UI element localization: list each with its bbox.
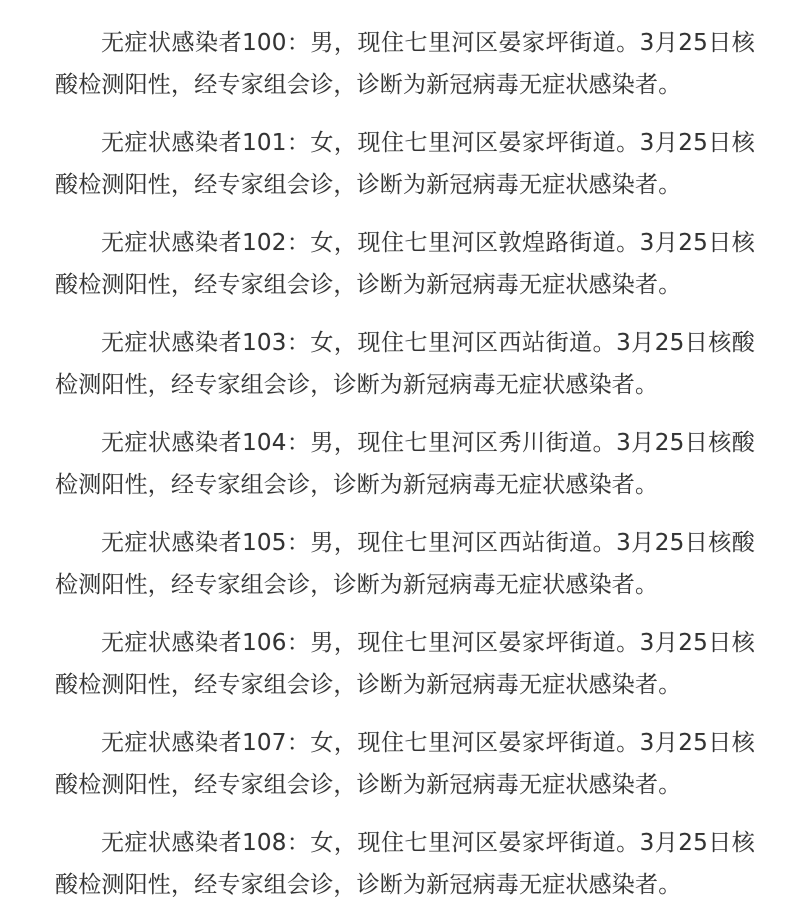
case-report-paragraph: 无症状感染者103：女，现住七里河区西站街道。3月25日核酸检测阳性，经专家组会诊，诊断为新冠病毒无症状感染者。 <box>55 330 755 398</box>
case-report-paragraph: 无症状感染者101：女，现住七里河区晏家坪街道。3月25日核酸检测阳性，经专家组会诊，诊断为新冠病毒无症状感染者。 <box>55 130 755 198</box>
case-report-paragraph: 无症状感染者106：男，现住七里河区晏家坪街道。3月25日核酸检测阳性，经专家组会诊，诊断为新冠病毒无症状感染者。 <box>55 630 755 698</box>
case-report-paragraph: 无症状感染者104：男，现住七里河区秀川街道。3月25日核酸检测阳性，经专家组会诊，诊断为新冠病毒无症状感染者。 <box>55 430 755 498</box>
case-report-paragraph: 无症状感染者102：女，现住七里河区敦煌路街道。3月25日核酸检测阳性，经专家组会诊，诊断为新冠病毒无症状感染者。 <box>55 230 755 298</box>
case-report-paragraph: 无症状感染者105：男，现住七里河区西站街道。3月25日核酸检测阳性，经专家组会诊，诊断为新冠病毒无症状感染者。 <box>55 530 755 598</box>
case-report-paragraph: 无症状感染者107：女，现住七里河区晏家坪街道。3月25日核酸检测阳性，经专家组会诊，诊断为新冠病毒无症状感染者。 <box>55 730 755 798</box>
case-report-list <box>55 22 755 906</box>
case-report-paragraph: 无症状感染者108：女，现住七里河区晏家坪街道。3月25日核酸检测阳性，经专家组会诊，诊断为新冠病毒无症状感染者。 <box>55 830 755 898</box>
case-report-paragraph: 无症状感染者100：男，现住七里河区晏家坪街道。3月25日核酸检测阳性，经专家组会诊，诊断为新冠病毒无症状感染者。 <box>55 30 755 98</box>
